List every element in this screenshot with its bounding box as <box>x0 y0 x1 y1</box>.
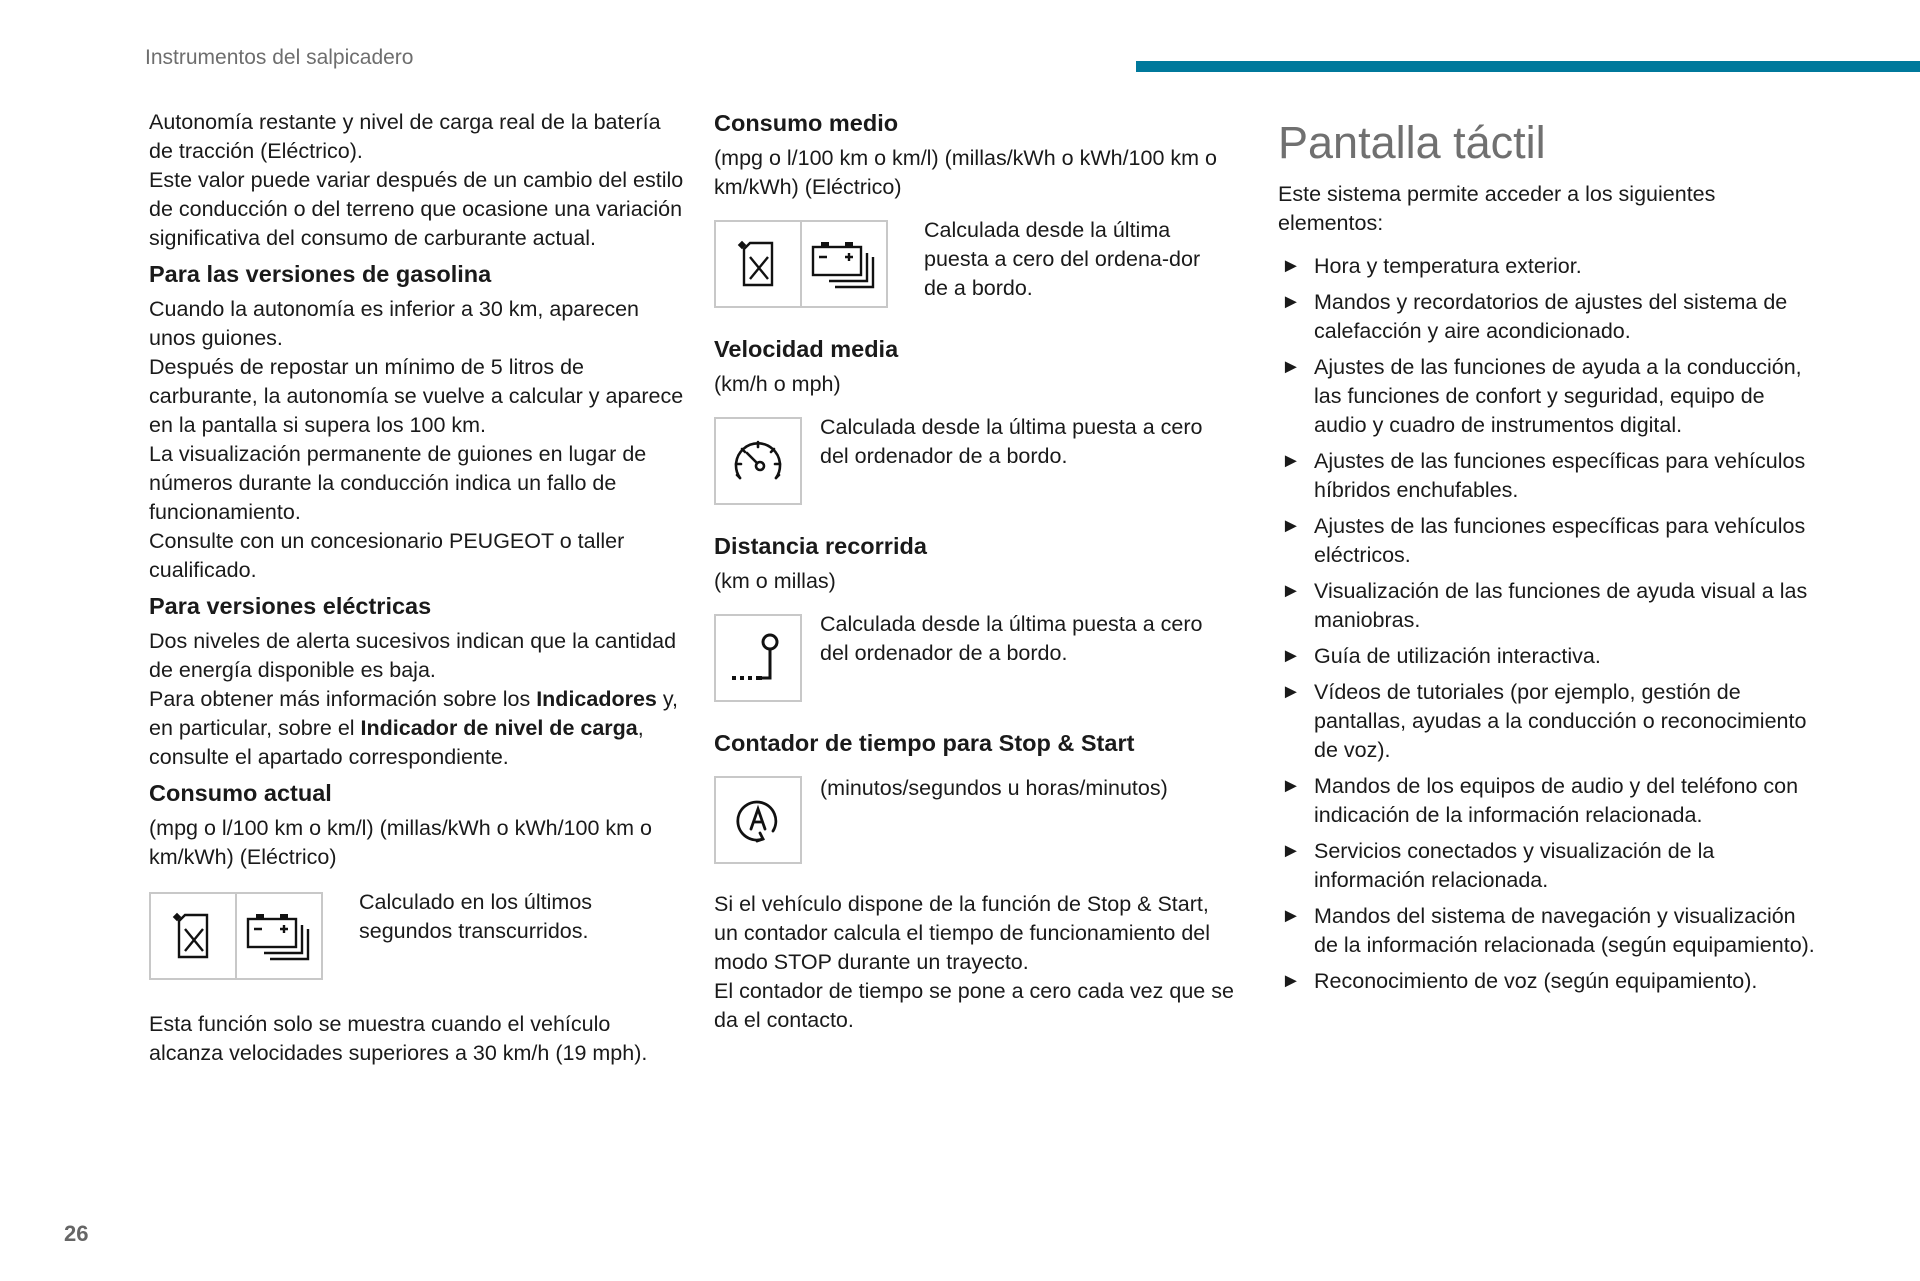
icon-box <box>714 614 802 702</box>
list-item <box>1278 837 1818 895</box>
list-item <box>1278 447 1818 505</box>
intro-paragraph: Este valor puede variar después de un cambio del estilo de conducción o del terreno que ocasione una variación significativa del consumo de carburante actual. <box>149 168 684 250</box>
triangle-bullet-icon: ► <box>1281 255 1301 277</box>
triangle-bullet-icon: ► <box>1281 515 1301 537</box>
triangle-bullet-icon: ► <box>1281 450 1301 472</box>
icon-row <box>714 776 1234 864</box>
units-text: (mpg o l/100 km o km/l) (millas/kWh o kWh/100 km o km/kWh) (Eléctrico) <box>714 146 1217 199</box>
speedometer-icon <box>716 419 800 503</box>
text-run: Para obtener más información sobre los <box>149 687 537 711</box>
stop-start-paragraph: El contador de tiempo se pone a cero cada vez que se da el contacto. <box>714 979 1234 1032</box>
units-text: (km/h o mph) <box>714 372 841 396</box>
icon-box <box>714 220 888 308</box>
list-item-text: Vídeos de tutoriales (por ejemplo, gestión de pantallas, ayudas a la conducción o reconocimiento de voz). <box>1314 680 1807 762</box>
header-accent-bar <box>1136 61 1920 72</box>
battery-icon <box>235 894 321 978</box>
stop-start-paragraph: Si el vehículo dispone de la función de Stop & Start, un contador calcula el tiempo de funcionamiento del modo STOP durante un trayecto. <box>714 892 1211 974</box>
triangle-bullet-icon: ► <box>1281 681 1301 703</box>
gasoline-paragraph: Después de repostar un mínimo de 5 litros de carburante, la autonomía se vuelve a calcular y aparece en la pantalla si supera los 100 km. <box>149 355 684 437</box>
icon-row <box>714 220 1234 308</box>
icon-description: Calculada desde la última puesta a cero del ordenador de a bordo. <box>820 612 1203 665</box>
triangle-bullet-icon: ► <box>1281 291 1301 313</box>
list-item <box>1278 678 1818 765</box>
triangle-bullet-icon: ► <box>1281 645 1301 667</box>
heading-gasoline: Para las versiones de gasolina <box>149 261 492 287</box>
units-text: (km o millas) <box>714 569 836 593</box>
heading-distance: Distancia recorrida <box>714 533 927 559</box>
list-item-text: Reconocimiento de voz (según equipamiento). <box>1314 969 1758 993</box>
triangle-bullet-icon: ► <box>1281 775 1301 797</box>
list-item <box>1278 288 1818 346</box>
triangle-bullet-icon: ► <box>1281 905 1301 927</box>
icon-description: (minutos/segundos u horas/minutos) <box>820 776 1168 800</box>
gasoline-paragraph: Consulte con un concesionario PEUGEOT o taller cualificado. <box>149 529 625 582</box>
section-title: Instrumentos del salpicadero <box>145 46 414 69</box>
units-text: (mpg o l/100 km o km/l) (millas/kWh o kWh/100 km o km/kWh) (Eléctrico) <box>149 816 652 869</box>
triangle-bullet-icon: ► <box>1281 840 1301 862</box>
icon-description: Calculada desde la última puesta a cero del ordena-dor de a bordo. <box>924 218 1201 300</box>
electric-paragraph: Dos niveles de alerta sucesivos indican que la cantidad de energía disponible es baja. <box>149 629 677 682</box>
stop-start-icon <box>716 778 800 862</box>
list-item-text: Mandos y recordatorios de ajustes del sistema de calefacción y aire acondicionado. <box>1314 290 1788 343</box>
column-left <box>149 108 689 1068</box>
list-item-text: Guía de utilización interactiva. <box>1314 644 1601 668</box>
gasoline-paragraph: Cuando la autonomía es inferior a 30 km, aparecen unos guiones. <box>149 297 640 350</box>
list-item <box>1278 772 1818 830</box>
feature-list <box>1278 252 1818 996</box>
list-item <box>1278 967 1818 996</box>
icon-description: Calculado en los últimos segundos transcurridos. <box>359 890 593 943</box>
icon-box <box>714 417 802 505</box>
icon-box <box>149 892 323 980</box>
link-indicadores: Indicadores <box>536 687 657 711</box>
list-item <box>1278 512 1818 570</box>
page-number: 26 <box>64 1221 89 1246</box>
list-item-text: Servicios conectados y visualización de la información relacionada. <box>1314 839 1715 892</box>
list-item-text: Ajustes de las funciones de ayuda a la conducción, las funciones de confort y seguridad, equipo de audio y cuadro de instrumentos digital. <box>1314 355 1802 437</box>
text-run: , consulte el apartado correspondiente. <box>149 716 644 769</box>
battery-icon <box>800 222 886 306</box>
fuel-can-icon <box>716 222 800 306</box>
list-item-text: Hora y temperatura exterior. <box>1314 254 1582 278</box>
heading-stop-start: Contador de tiempo para Stop & Start <box>714 730 1135 756</box>
distance-pin-icon <box>716 616 800 700</box>
fuel-can-icon <box>151 894 235 978</box>
intro-paragraph: Autonomía restante y nivel de carga real de la batería de tracción (Eléctrico). <box>149 110 661 163</box>
link-indicador-nivel-carga: Indicador de nivel de carga <box>360 716 638 740</box>
column-right <box>1278 108 1818 1003</box>
icon-row <box>714 614 1234 702</box>
icon-row <box>714 417 1234 505</box>
gasoline-paragraph: La visualización permanente de guiones en lugar de números durante la conducción indica un fallo de funcionamiento. <box>149 442 647 524</box>
list-item <box>1278 902 1818 960</box>
intro-paragraph: Este sistema permite acceder a los siguientes elementos: <box>1278 182 1716 235</box>
list-item-text: Visualización de las funciones de ayuda visual a las maniobras. <box>1314 579 1808 632</box>
icon-description: Calculada desde la última puesta a cero del ordenador de a bordo. <box>820 415 1203 468</box>
icon-row <box>149 892 689 980</box>
icon-box <box>714 776 802 864</box>
triangle-bullet-icon: ► <box>1281 356 1301 378</box>
list-item <box>1278 353 1818 440</box>
list-item-text: Ajustes de las funciones específicas para vehículos eléctricos. <box>1314 514 1806 567</box>
heading-avg-speed: Velocidad media <box>714 336 899 362</box>
list-item <box>1278 642 1818 671</box>
triangle-bullet-icon: ► <box>1281 580 1301 602</box>
triangle-bullet-icon: ► <box>1281 970 1301 992</box>
note-paragraph: Esta función solo se muestra cuando el vehículo alcanza velocidades superiores a 30 km/h (19 mph). <box>149 1012 648 1065</box>
column-middle <box>714 108 1234 1035</box>
list-item <box>1278 252 1818 281</box>
section-heading-touchscreen: Pantalla táctil <box>1278 117 1546 168</box>
list-item-text: Mandos del sistema de navegación y visualización de la información relacionada (según equipamiento). <box>1314 904 1815 957</box>
heading-electric: Para versiones eléctricas <box>149 593 432 619</box>
heading-avg-consumption: Consumo medio <box>714 110 899 136</box>
text-run: y, en particular, sobre el <box>149 687 678 740</box>
heading-current-consumption: Consumo actual <box>149 780 332 806</box>
list-item-text: Ajustes de las funciones específicas para vehículos híbridos enchufables. <box>1314 449 1806 502</box>
list-item-text: Mandos de los equipos de audio y del teléfono con indicación de la información relacionada. <box>1314 774 1799 827</box>
electric-paragraph <box>149 685 689 772</box>
list-item <box>1278 577 1818 635</box>
